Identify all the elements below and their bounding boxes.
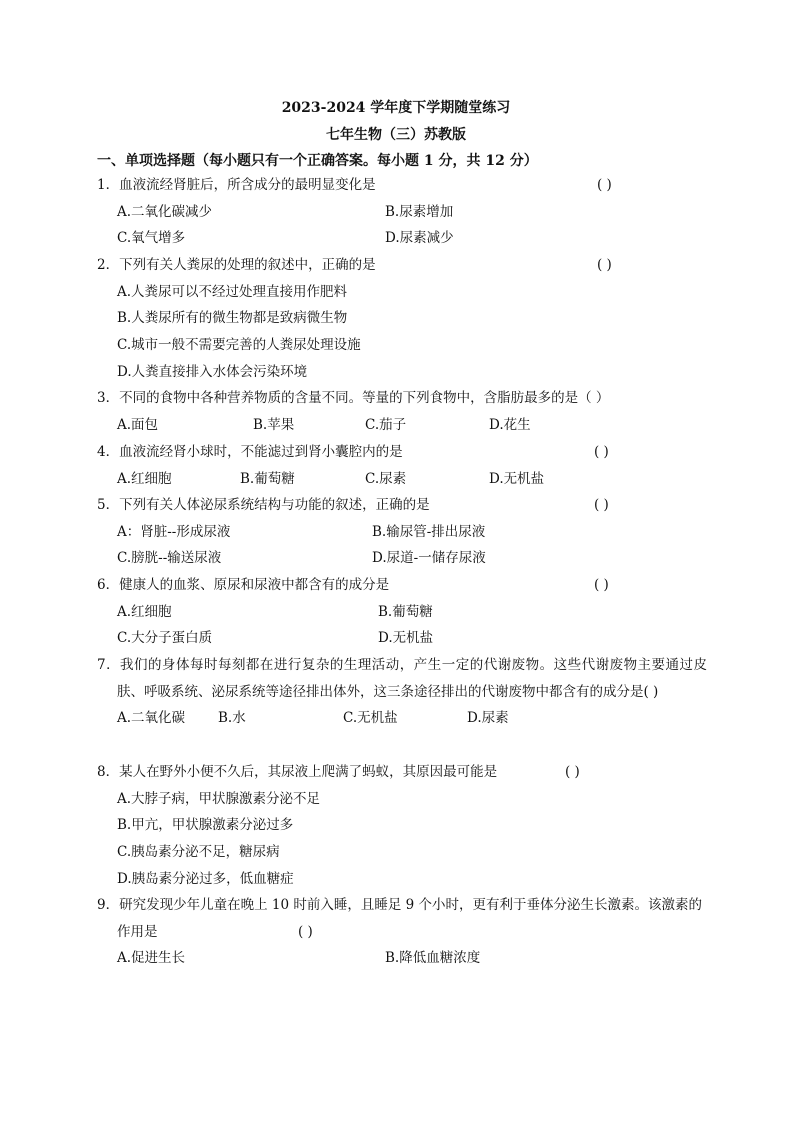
option-a: A.大脖子病，甲状腺激素分泌不足	[117, 790, 321, 807]
question-4	[97, 439, 707, 492]
option-c: C.胰岛素分泌不足，糖尿病	[117, 844, 280, 861]
answer-bracket: ( )	[594, 577, 609, 593]
answer-bracket: ( )	[594, 497, 609, 513]
question-stem	[97, 492, 707, 519]
stem-continuation: 作用是	[117, 923, 158, 940]
question-stem	[97, 252, 707, 279]
question-stem	[97, 892, 707, 919]
stem-text: 3．不同的食物中各种营养物质的含量不同。等量的下列食物中，含脂肪最多的是（ ）	[97, 390, 610, 406]
option-d: D.无机盐	[489, 470, 545, 487]
question-6	[97, 572, 707, 652]
stem-text: 5．下列有关人体泌尿系统结构与功能的叙述，正确的是	[97, 497, 430, 513]
question-stem	[97, 439, 707, 466]
option-a: A.红细胞	[117, 470, 172, 487]
option-b: B.尿素增加	[385, 203, 454, 220]
stem-text: 9．研究发现少年儿童在晚上 10 时前入睡，且睡足 9 个小时，更有利于垂体分泌生长激素。该激素的	[97, 897, 703, 913]
stem-text: 1．血液流经肾脏后，所含成分的最明显变化是	[97, 177, 376, 193]
option-c: C.无机盐	[343, 710, 398, 727]
stem-text: 4．血液流经肾小球时，不能滤过到肾小囊腔内的是	[97, 444, 403, 460]
stem-text: 6．健康人的血浆、原尿和尿液中都含有的成分是	[97, 577, 390, 593]
question-stem: 7．我们的身体每时每刻都在进行复杂的生理活动，产生一定的代谢废物。这些代谢废物主要通过皮肤、呼吸系统、泌尿系统等途径排出体外，这三条途径排出的代谢废物中都含有的成分是( )	[97, 657, 707, 700]
answer-bracket: ( )	[594, 444, 609, 460]
option-a: A.二氧化碳减少	[117, 203, 213, 220]
stem-text: 2．下列有关人粪尿的处理的叙述中，正确的是	[97, 257, 376, 273]
option-d: D.尿道-一储存尿液	[372, 550, 486, 567]
answer-bracket: ( )	[597, 257, 612, 273]
question-7	[97, 652, 707, 732]
question-3	[97, 385, 707, 438]
question-5	[97, 492, 707, 572]
option-a: A.促进生长	[117, 950, 186, 967]
question-stem	[97, 759, 707, 786]
option-a: A.面包	[117, 416, 159, 433]
option-b: B.葡萄糖	[240, 470, 295, 487]
exam-subtitle: 七年生物（三）苏教版	[326, 127, 466, 143]
option-d: D.尿素减少	[385, 230, 454, 247]
option-d: D.尿素	[467, 710, 509, 727]
option-c: C.城市一般不需要完善的人粪尿处理设施	[117, 337, 361, 354]
section-heading: 一、单项选择题（每小题只有一个正确答案。每小题 1 分，共 12 分）	[97, 153, 538, 169]
question-2	[97, 252, 707, 385]
option-b: B.输尿管-排出尿液	[372, 523, 486, 540]
option-d: D.人粪直接排入水体会污染环境	[117, 363, 308, 380]
answer-bracket: ( )	[565, 764, 580, 780]
option-b: B.人粪尿所有的微生物都是致病微生物	[117, 310, 348, 327]
option-c: C.氧气增多	[117, 230, 186, 247]
question-stem	[97, 172, 707, 199]
answer-bracket: ( )	[597, 177, 612, 193]
option-b: B.甲亢，甲状腺激素分泌过多	[117, 817, 294, 834]
option-b: B.降低血糖浓度	[385, 950, 481, 967]
option-a: A.人粪尿可以不经过处理直接用作肥料	[117, 283, 348, 300]
stem-text: 8．某人在野外小便不久后，其尿液上爬满了蚂蚁，其原因最可能是	[97, 764, 498, 780]
option-a: A.二氧化碳	[117, 710, 186, 727]
option-a: A.红细胞	[117, 603, 172, 620]
option-c: C.大分子蛋白质	[117, 630, 213, 647]
answer-bracket: ( )	[298, 923, 313, 940]
question-9	[97, 892, 707, 972]
option-d: D.胰岛素分泌过多，低血糖症	[117, 870, 294, 887]
exam-title: 2023-2024 学年度下学期随堂练习	[281, 100, 511, 116]
question-stem	[97, 385, 707, 412]
question-1	[97, 172, 707, 252]
option-b: B.水	[218, 710, 246, 727]
option-d: D.无机盐	[378, 630, 434, 647]
option-b: B.葡萄糖	[378, 603, 433, 620]
option-c: C.尿素	[365, 470, 407, 487]
option-b: B.苹果	[253, 416, 295, 433]
option-a: A：肾脏--形成尿液	[117, 523, 231, 540]
question-stem	[97, 572, 707, 599]
option-c: C.膀胱--输送尿液	[117, 550, 222, 567]
option-c: C.茄子	[365, 416, 407, 433]
option-d: D.花生	[489, 416, 531, 433]
question-8	[97, 759, 707, 892]
